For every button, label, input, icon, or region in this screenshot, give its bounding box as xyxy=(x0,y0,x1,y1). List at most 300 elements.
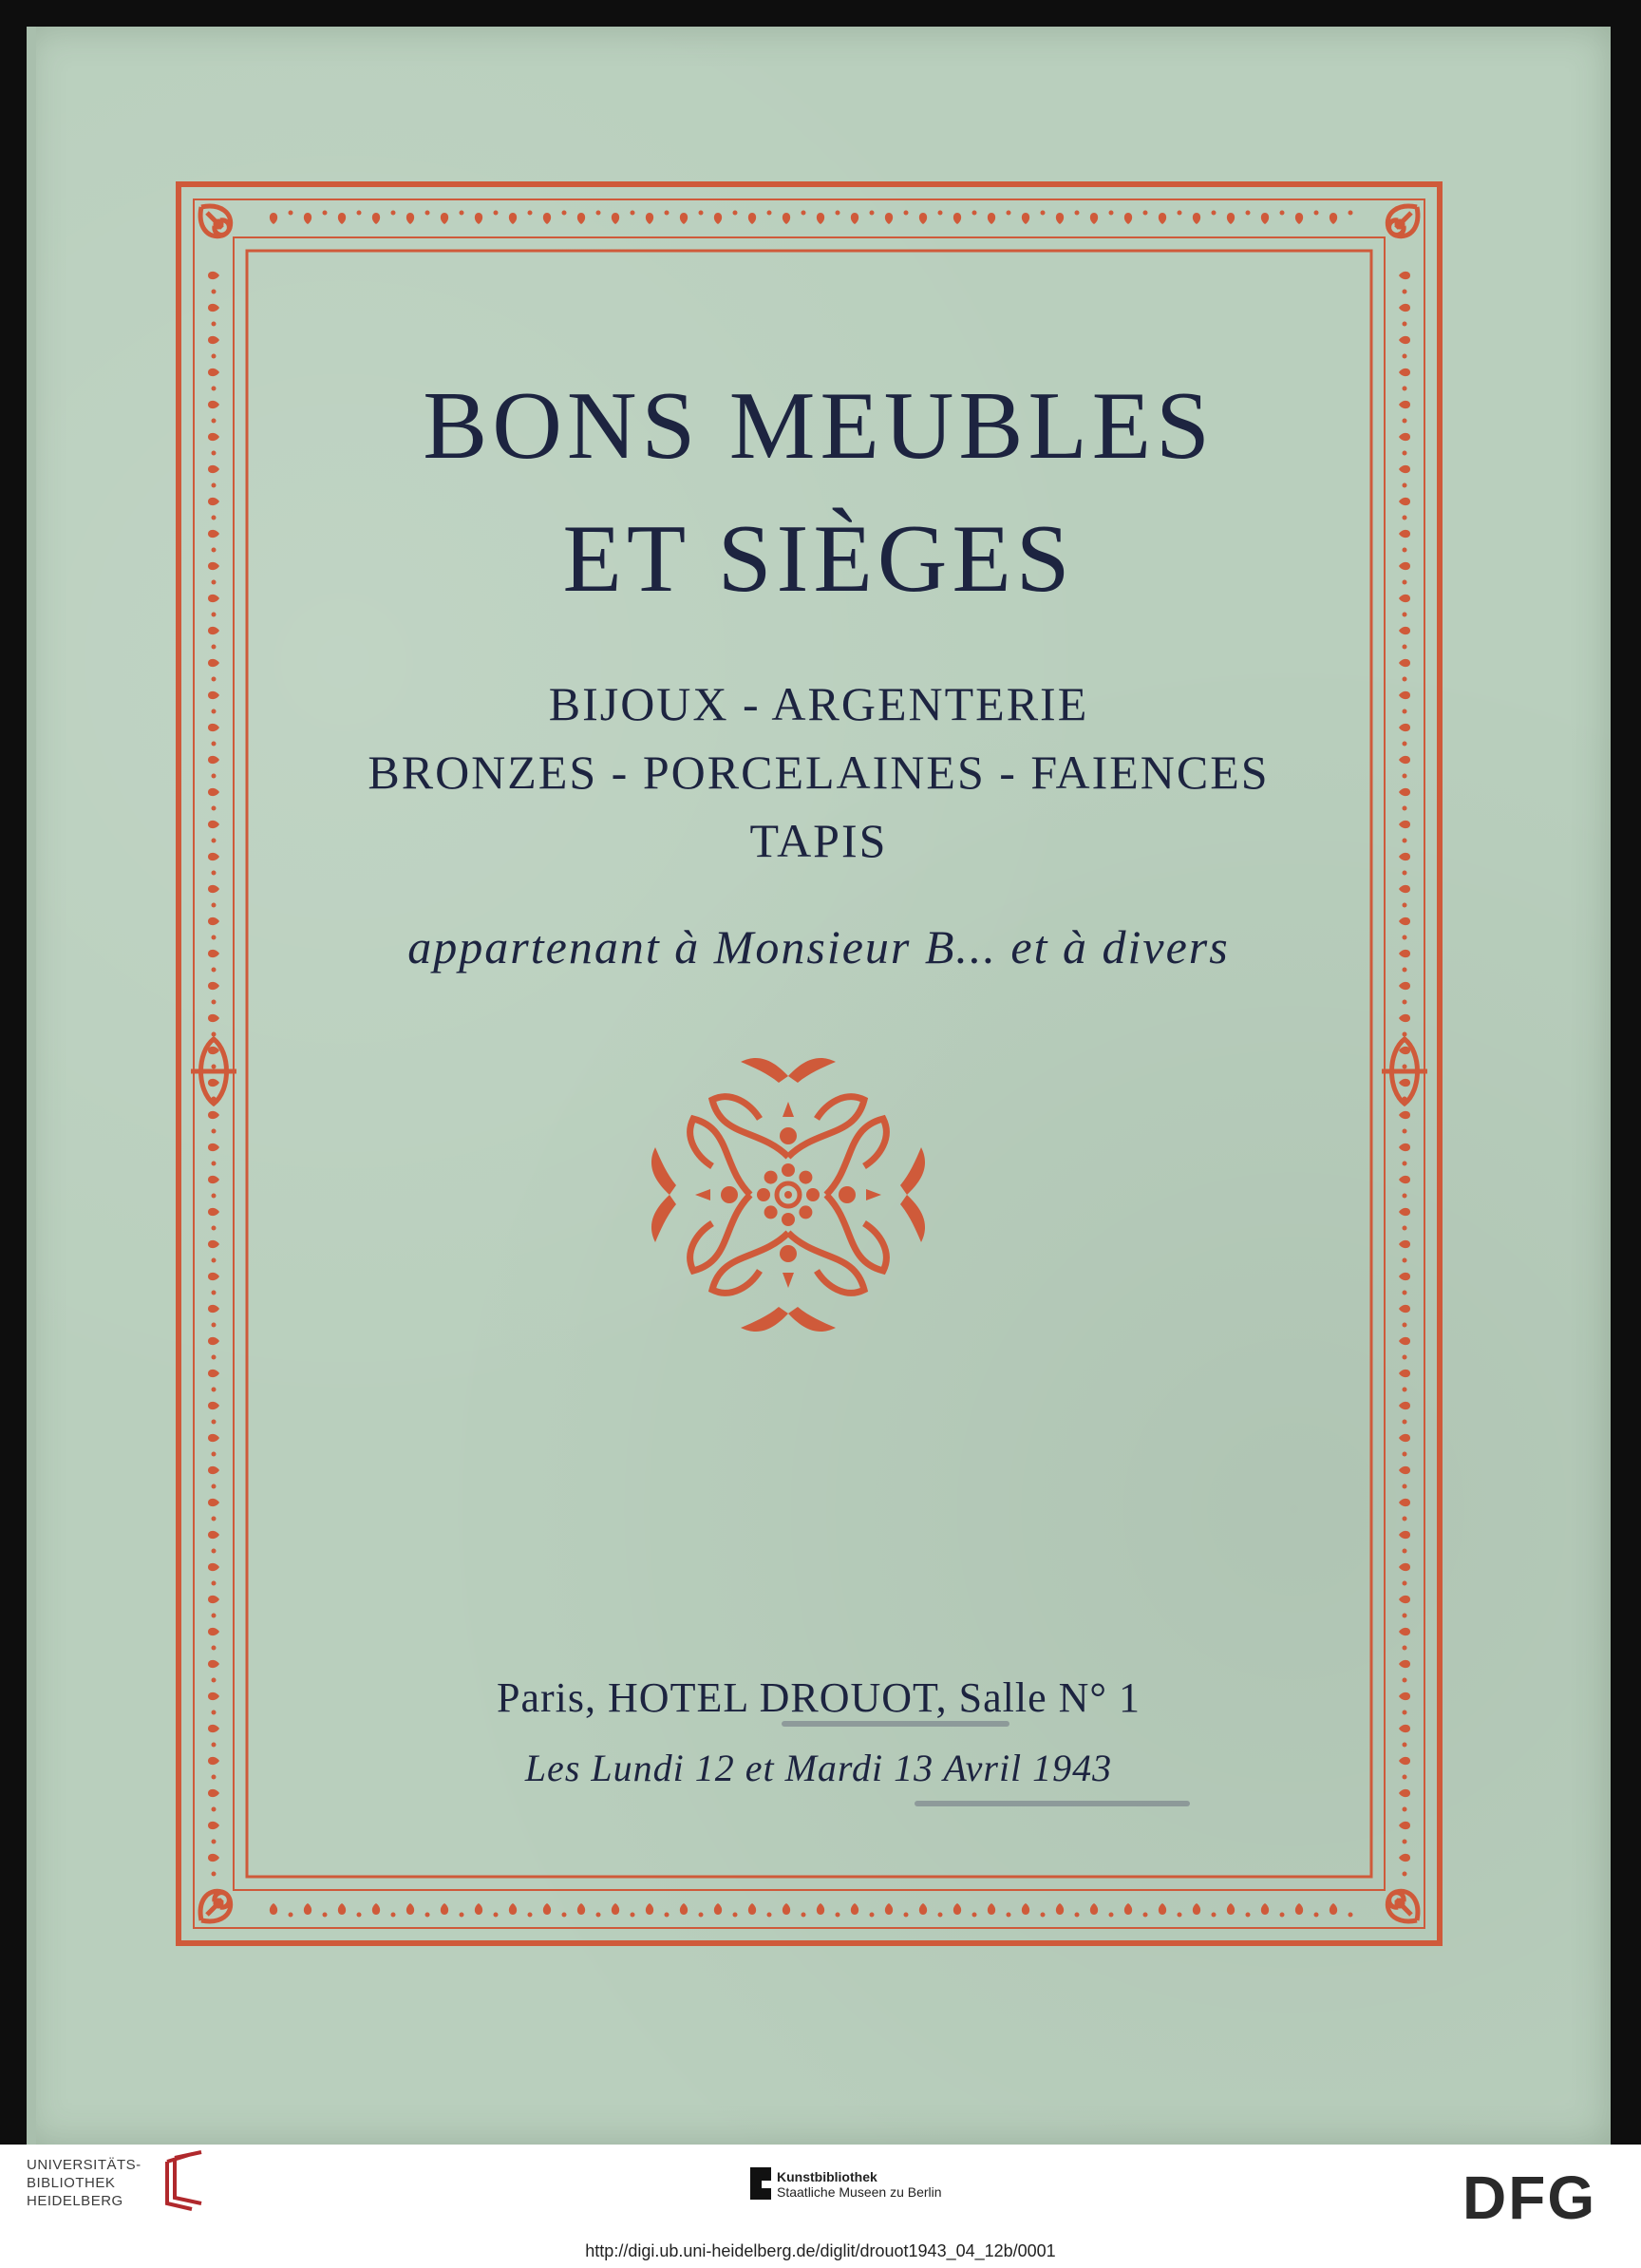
border-motif xyxy=(406,1903,414,1915)
border-motif xyxy=(208,1499,219,1506)
border-dot xyxy=(802,211,806,216)
border-dot xyxy=(1403,354,1407,359)
border-motif xyxy=(714,1903,722,1915)
border-dot xyxy=(1143,1913,1148,1918)
border-dot xyxy=(1403,1258,1407,1263)
border-motif xyxy=(208,336,219,344)
border-dot xyxy=(1403,1452,1407,1457)
border-dot xyxy=(1246,1913,1251,1918)
border-dot xyxy=(212,290,217,294)
rosette-petal xyxy=(799,1205,812,1219)
border-motif xyxy=(1399,304,1410,312)
border-dot xyxy=(1403,322,1407,327)
border-dot xyxy=(972,1913,977,1918)
border-motif xyxy=(208,982,219,990)
border-motif xyxy=(208,885,219,893)
border-motif xyxy=(208,1337,219,1345)
border-dot xyxy=(528,1913,533,1918)
border-motif xyxy=(372,1903,380,1915)
border-dot xyxy=(212,1484,217,1489)
ornament-arm xyxy=(712,1058,864,1157)
border-motif xyxy=(1399,1628,1410,1635)
border-motif xyxy=(1399,982,1410,990)
border-motif xyxy=(208,659,219,667)
border-dot xyxy=(1007,1913,1011,1918)
border-motif xyxy=(1227,213,1235,224)
border-dot xyxy=(1314,1913,1319,1918)
border-dot xyxy=(212,322,217,327)
border-dot xyxy=(212,1226,217,1231)
border-motif xyxy=(1090,1903,1098,1915)
border-motif xyxy=(304,1903,311,1915)
border-motif xyxy=(1399,1434,1410,1442)
border-motif xyxy=(1399,1047,1410,1054)
border-dot xyxy=(596,1913,601,1918)
border-dot xyxy=(1403,1646,1407,1651)
border-motif xyxy=(509,213,517,224)
border-motif xyxy=(1022,1903,1029,1915)
border-dot xyxy=(289,211,293,216)
border-motif xyxy=(953,213,961,224)
border-dot xyxy=(938,1913,943,1918)
border-motif xyxy=(208,369,219,376)
border-motif xyxy=(919,1903,927,1915)
border-dot xyxy=(1403,1129,1407,1134)
border-dot xyxy=(212,903,217,908)
border-motif xyxy=(1193,213,1200,224)
border-dot xyxy=(212,613,217,617)
border-motif xyxy=(1124,1903,1132,1915)
border-dot xyxy=(836,1913,840,1918)
date-line: Les Lundi 12 et Mardi 13 Avril 1943 xyxy=(524,1747,1113,1789)
border-dot xyxy=(460,1913,464,1918)
source-url: http://digi.ub.uni-heidelberg.de/diglit/drouot1943_04_12b/0001 xyxy=(585,2241,1056,2260)
rosette-petal xyxy=(782,1213,795,1226)
border-dot xyxy=(767,211,772,216)
border-motif xyxy=(1399,1273,1410,1280)
title-line-2: ET SIÈGES xyxy=(562,505,1075,613)
border-motif xyxy=(1399,1563,1410,1571)
border-dot xyxy=(1403,1840,1407,1844)
border-motif xyxy=(1399,1499,1410,1506)
ornament-petal xyxy=(783,1273,794,1288)
rosette-petal xyxy=(806,1188,820,1201)
border-motif xyxy=(1399,336,1410,344)
border-dot xyxy=(212,1000,217,1005)
border-dot xyxy=(1403,871,1407,876)
border-motif xyxy=(270,213,277,224)
border-dot xyxy=(212,1420,217,1425)
border-motif xyxy=(208,1434,219,1442)
border-motif xyxy=(1399,1111,1410,1119)
border-motif xyxy=(646,1903,653,1915)
border-dot xyxy=(1314,211,1319,216)
border-motif xyxy=(208,1563,219,1571)
border-motif xyxy=(1090,213,1098,224)
border-motif xyxy=(1399,1208,1410,1216)
border-motif xyxy=(1056,213,1064,224)
border-dot xyxy=(1403,1484,1407,1489)
rosette-petal xyxy=(757,1188,770,1201)
border-motif xyxy=(1399,1402,1410,1409)
border-dot xyxy=(1041,211,1046,216)
border-dot xyxy=(733,1913,738,1918)
border-motif xyxy=(208,627,219,634)
border-dot xyxy=(1403,903,1407,908)
border-motif xyxy=(338,213,346,224)
border-dot xyxy=(212,1872,217,1877)
border-dot xyxy=(323,1913,328,1918)
border-dot xyxy=(323,211,328,216)
subtitle-line-3: TAPIS xyxy=(749,814,888,867)
border-dot xyxy=(1041,1913,1046,1918)
border-dot xyxy=(212,1807,217,1812)
border-dot xyxy=(1403,1032,1407,1037)
border-dot xyxy=(212,1743,217,1748)
border-motif xyxy=(208,1725,219,1732)
border-motif xyxy=(441,1903,448,1915)
border-dot xyxy=(494,1913,499,1918)
border-motif xyxy=(817,1903,824,1915)
border-dot xyxy=(1403,1549,1407,1554)
border-dot xyxy=(212,742,217,747)
border-motif xyxy=(208,1596,219,1603)
border-dot xyxy=(1178,211,1182,216)
border-dot xyxy=(631,1913,635,1918)
title-block xyxy=(27,372,1611,480)
border-motif xyxy=(475,1903,482,1915)
ornament-bud xyxy=(780,1127,797,1144)
border-dot xyxy=(596,211,601,216)
border-dot xyxy=(1403,1323,1407,1328)
ornament-bud xyxy=(721,1186,738,1203)
border-motif xyxy=(817,213,824,224)
border-dot xyxy=(212,1517,217,1521)
border-dot xyxy=(212,1452,217,1457)
border-dot xyxy=(1403,290,1407,294)
border-motif xyxy=(475,213,482,224)
border-dot xyxy=(1403,1517,1407,1521)
border-motif xyxy=(1399,1370,1410,1377)
central-rosette-ornament xyxy=(651,1058,925,1332)
border-dot xyxy=(699,211,704,216)
border-dot xyxy=(1349,1913,1353,1918)
border-motif xyxy=(1399,1854,1410,1862)
ornament-leaf xyxy=(741,1058,836,1083)
border-motif xyxy=(988,1903,995,1915)
ornament-petal xyxy=(695,1189,710,1200)
border-dot xyxy=(904,211,909,216)
border-motif xyxy=(208,1531,219,1539)
border-dot xyxy=(1403,1194,1407,1199)
border-dot xyxy=(212,1355,217,1360)
border-motif xyxy=(1159,1903,1166,1915)
border-dot xyxy=(494,211,499,216)
ornament-bud xyxy=(780,1245,797,1262)
border-motif xyxy=(1399,1660,1410,1668)
border-motif xyxy=(577,1903,585,1915)
border-dot xyxy=(938,211,943,216)
border-dot xyxy=(1403,1355,1407,1360)
border-motif xyxy=(1330,1903,1337,1915)
border-dot xyxy=(1403,1807,1407,1812)
ornament-petal xyxy=(783,1102,794,1117)
corner-fleur-icon xyxy=(200,206,231,236)
border-motif xyxy=(1399,1079,1410,1087)
border-dot xyxy=(767,1913,772,1918)
ornament-bud xyxy=(839,1186,856,1203)
border-dot xyxy=(1280,211,1285,216)
border-dot xyxy=(1403,1291,1407,1295)
border-dot xyxy=(212,1549,217,1554)
border-dot xyxy=(212,1646,217,1651)
border-dot xyxy=(1403,1614,1407,1618)
rosette-petal xyxy=(782,1163,795,1177)
border-dot xyxy=(391,1913,396,1918)
border-dot xyxy=(1109,1913,1114,1918)
border-dot xyxy=(357,211,362,216)
ornament-arm xyxy=(651,1119,750,1271)
border-dot xyxy=(802,1913,806,1918)
border-motif xyxy=(577,213,585,224)
border-dot xyxy=(1403,1872,1407,1877)
border-dot xyxy=(212,1840,217,1844)
pencil-underline xyxy=(782,1721,1009,1727)
border-motif xyxy=(1399,885,1410,893)
border-motif xyxy=(748,213,756,224)
border-dot xyxy=(1403,1162,1407,1166)
border-dot xyxy=(1212,1913,1217,1918)
border-dot xyxy=(1403,1226,1407,1231)
border-dot xyxy=(1403,1743,1407,1748)
border-motif xyxy=(1261,213,1269,224)
rosette-petal xyxy=(764,1205,778,1219)
border-motif xyxy=(1399,1789,1410,1797)
border-dot xyxy=(212,1194,217,1199)
border-dot xyxy=(904,1913,909,1918)
border-motif xyxy=(208,1628,219,1635)
border-motif xyxy=(1227,1903,1235,1915)
border-dot xyxy=(1403,806,1407,811)
border-motif xyxy=(1399,369,1410,376)
ornament-leaf xyxy=(741,1307,836,1332)
border-dot xyxy=(1075,1913,1080,1918)
border-dot xyxy=(1403,742,1407,747)
border-motif xyxy=(208,1014,219,1022)
border-motif xyxy=(1124,213,1132,224)
border-motif xyxy=(1399,1240,1410,1248)
kunstbibliothek-label: Kunstbibliothek Staatliche Museen zu Berlin xyxy=(777,2169,942,2200)
border-dot xyxy=(212,806,217,811)
border-motif xyxy=(612,1903,619,1915)
border-motif xyxy=(208,1789,219,1797)
border-dot xyxy=(1403,1000,1407,1005)
border-dot xyxy=(212,483,217,488)
border-motif xyxy=(1399,659,1410,667)
border-dot xyxy=(1349,211,1353,216)
border-dot xyxy=(212,1065,217,1069)
border-dot xyxy=(870,1913,875,1918)
border-dot xyxy=(1109,211,1114,216)
border-dot xyxy=(212,1291,217,1295)
border-motif xyxy=(612,213,619,224)
border-motif xyxy=(208,1466,219,1474)
border-dot xyxy=(1403,1420,1407,1425)
border-motif xyxy=(1399,1014,1410,1022)
border-motif xyxy=(208,498,219,505)
border-motif xyxy=(953,1903,961,1915)
rosette-center xyxy=(784,1191,792,1199)
border-motif xyxy=(270,1903,277,1915)
border-dot xyxy=(836,211,840,216)
border-motif xyxy=(1159,213,1166,224)
border-motif xyxy=(919,213,927,224)
border-motif xyxy=(338,1903,346,1915)
border-motif xyxy=(304,213,311,224)
border-motif xyxy=(1399,1176,1410,1183)
corner-fleur-icon xyxy=(1387,206,1418,236)
border-dot xyxy=(972,211,977,216)
border-motif xyxy=(1399,627,1410,634)
border-motif xyxy=(748,1903,756,1915)
border-dot xyxy=(212,354,217,359)
ornament-arm xyxy=(826,1119,925,1271)
border-dot xyxy=(665,211,670,216)
border-dot xyxy=(212,1614,217,1618)
border-motif xyxy=(1295,1903,1303,1915)
border-motif xyxy=(509,1903,517,1915)
owner-line: appartenant à Monsieur B... et à divers xyxy=(407,920,1230,973)
border-motif xyxy=(1399,1596,1410,1603)
border-dot xyxy=(1403,613,1407,617)
rosette-petal xyxy=(799,1171,812,1184)
border-dot xyxy=(699,1913,704,1918)
border-dot xyxy=(1178,1913,1182,1918)
border-motif xyxy=(1193,1903,1200,1915)
border-motif xyxy=(208,1079,219,1087)
border-motif xyxy=(208,1305,219,1313)
border-dot xyxy=(631,211,635,216)
border-motif xyxy=(372,213,380,224)
border-motif xyxy=(1399,1305,1410,1313)
border-motif xyxy=(543,1903,551,1915)
border-dot xyxy=(212,1162,217,1166)
border-dot xyxy=(212,871,217,876)
ornament-leaf xyxy=(651,1147,676,1242)
border-dot xyxy=(1403,483,1407,488)
border-dot xyxy=(391,211,396,216)
border-motif xyxy=(208,1176,219,1183)
border-dot xyxy=(212,1323,217,1328)
border-motif xyxy=(208,272,219,279)
border-dot xyxy=(1007,211,1011,216)
border-dot xyxy=(212,1032,217,1037)
corner-fleur-icon xyxy=(200,1891,231,1921)
border-motif xyxy=(208,1402,219,1409)
border-motif xyxy=(714,213,722,224)
title-line-1: BONS MEUBLES xyxy=(423,372,1215,480)
border-dot xyxy=(1403,645,1407,650)
border-dot xyxy=(212,1129,217,1134)
pencil-underline xyxy=(915,1801,1190,1806)
border-motif xyxy=(208,1822,219,1829)
rosette-petal xyxy=(764,1171,778,1184)
border-motif xyxy=(406,213,414,224)
border-motif xyxy=(1022,213,1029,224)
border-motif xyxy=(1399,1143,1410,1151)
border-motif xyxy=(1399,1531,1410,1539)
border-dot xyxy=(212,1581,217,1586)
border-motif xyxy=(543,213,551,224)
corner-fleur-icon xyxy=(1387,1891,1418,1921)
border-motif xyxy=(851,1903,858,1915)
border-dot xyxy=(212,1388,217,1392)
border-motif xyxy=(885,213,893,224)
border-motif xyxy=(208,1047,219,1054)
border-dot xyxy=(425,211,430,216)
border-motif xyxy=(441,213,448,224)
border-motif xyxy=(1295,213,1303,224)
border-dot xyxy=(1143,211,1148,216)
border-motif xyxy=(208,1370,219,1377)
border-dot xyxy=(460,211,464,216)
border-dot xyxy=(357,1913,362,1918)
border-dot xyxy=(1403,1581,1407,1586)
border-motif xyxy=(208,304,219,312)
border-dot xyxy=(1246,211,1251,216)
border-motif xyxy=(680,213,688,224)
border-motif xyxy=(851,213,858,224)
border-motif xyxy=(208,1111,219,1119)
border-motif xyxy=(1399,1466,1410,1474)
subtitle-line-2: BRONZES - PORCELAINES - FAIENCES xyxy=(368,746,1270,799)
ornamental-border xyxy=(27,27,1611,2145)
kunstbibliothek-logo-icon xyxy=(750,2167,773,2202)
border-motif xyxy=(1399,1725,1410,1732)
border-dot xyxy=(1403,1388,1407,1392)
border-dot xyxy=(1075,211,1080,216)
border-motif xyxy=(1399,272,1410,279)
border-dot xyxy=(528,211,533,216)
border-motif xyxy=(208,1854,219,1862)
border-motif xyxy=(988,213,995,224)
catalogue-cover xyxy=(27,27,1611,2145)
border-dot xyxy=(562,211,567,216)
border-motif xyxy=(1330,213,1337,224)
border-motif xyxy=(1261,1903,1269,1915)
ornament-petal xyxy=(866,1189,881,1200)
ornament-leaf xyxy=(900,1147,925,1242)
border-dot xyxy=(289,1913,293,1918)
border-dot xyxy=(1280,1913,1285,1918)
border-motif xyxy=(1056,1903,1064,1915)
border-dot xyxy=(212,1258,217,1263)
border-motif xyxy=(885,1903,893,1915)
border-dot xyxy=(665,1913,670,1918)
ornament-arm xyxy=(712,1233,864,1332)
border-motif xyxy=(1399,1822,1410,1829)
border-motif xyxy=(208,1208,219,1216)
border-motif xyxy=(208,1660,219,1668)
border-motif xyxy=(783,1903,790,1915)
subtitle-line-1: BIJOUX - ARGENTERIE xyxy=(548,677,1089,730)
border-motif xyxy=(208,1143,219,1151)
border-motif xyxy=(1399,498,1410,505)
border-dot xyxy=(425,1913,430,1918)
venue-line: Paris, HOTEL DROUOT, Salle N° 1 xyxy=(497,1674,1141,1721)
dfg-logo: DFG xyxy=(1462,2164,1597,2232)
border-dot xyxy=(562,1913,567,1918)
